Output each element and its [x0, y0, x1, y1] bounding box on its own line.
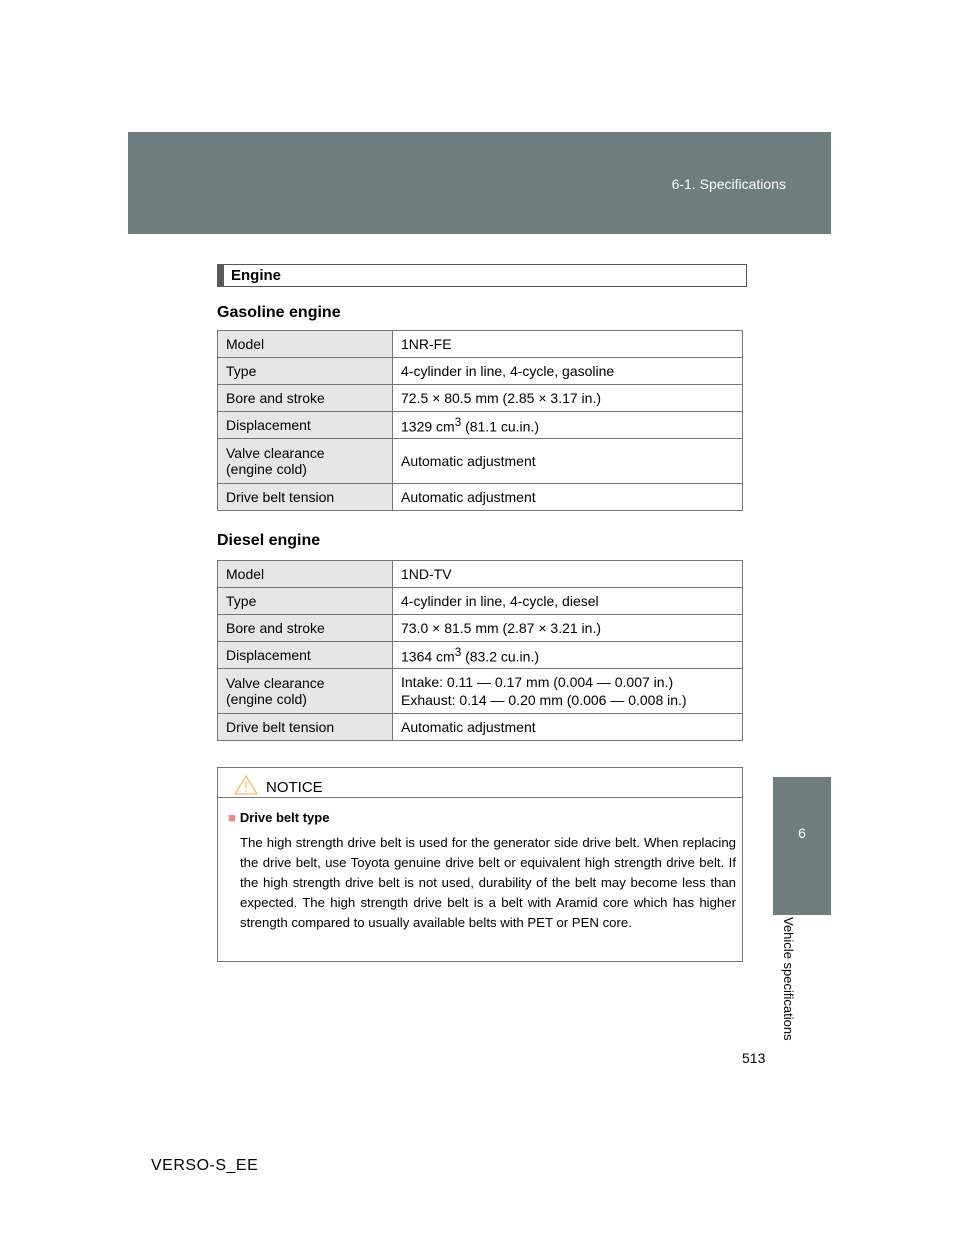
table-row — [218, 642, 743, 669]
table-row — [218, 412, 743, 439]
row-label: Drive belt tension — [218, 714, 393, 741]
value-suffix: (83.2 cu.in.) — [461, 648, 540, 665]
label-line: (engine cold) — [226, 691, 307, 707]
table-row — [218, 358, 743, 385]
row-value: 72.5 × 80.5 mm (2.85 × 3.17 in.) — [393, 385, 743, 412]
value-main: 1364 cm — [401, 648, 455, 665]
row-label: Type — [218, 588, 393, 615]
row-label: Model — [218, 331, 393, 358]
section-title — [217, 264, 747, 287]
row-label: Model — [218, 561, 393, 588]
table-row — [218, 669, 743, 714]
row-label: Type — [218, 358, 393, 385]
row-value — [393, 412, 743, 439]
row-value: 1NR-FE — [393, 331, 743, 358]
notice-body: The high strength drive belt is used for the generator side drive belt. When replacing the drive belt, use Toyota genuine drive belt or equivalent high strength drive belt. If the high strength drive belt is not used, durability of the belt may become less than expected. The high strength drive belt is a belt with Aramid core which has higher strength compared to usually available belts with PET or PEN core. — [240, 835, 736, 930]
notice-subtitle-row — [228, 810, 329, 825]
table-row — [218, 439, 743, 484]
superscript: 3 — [454, 416, 462, 430]
row-value — [393, 669, 743, 714]
row-value — [393, 642, 743, 669]
label-line: Valve clearance — [226, 675, 325, 691]
label-line: Valve clearance — [226, 445, 325, 461]
row-value: 73.0 × 81.5 mm (2.87 × 3.21 in.) — [393, 615, 743, 642]
warning-triangle-icon — [234, 775, 258, 799]
value-main: 1329 cm — [401, 418, 455, 435]
side-tab — [773, 777, 831, 915]
gasoline-heading: Gasoline engine — [217, 304, 341, 321]
row-label: Displacement — [218, 642, 393, 669]
label-line: (engine cold) — [226, 461, 307, 477]
row-label: Displacement — [218, 412, 393, 439]
table-row — [218, 331, 743, 358]
table-row — [218, 484, 743, 511]
notice-title: NOTICE — [266, 778, 323, 796]
row-label — [218, 439, 393, 484]
row-value: 1ND-TV — [393, 561, 743, 588]
page-number: 513 — [742, 1050, 766, 1066]
row-value: Automatic adjustment — [393, 484, 743, 511]
side-tab-label: Vehicle specifications — [781, 917, 796, 1041]
value-line: Exhaust: 0.14 — 0.20 mm (0.006 — 0.008 in.) — [401, 692, 687, 708]
row-label — [218, 669, 393, 714]
square-bullet-icon: ■ — [228, 810, 236, 825]
gasoline-spec-table — [217, 330, 743, 511]
notice-box — [217, 767, 743, 962]
diesel-heading: Diesel engine — [217, 532, 321, 549]
header-band — [128, 132, 831, 234]
row-value: Automatic adjustment — [393, 439, 743, 484]
superscript: 3 — [454, 646, 462, 660]
section-title-text: Engine — [231, 267, 282, 284]
table-row — [218, 714, 743, 741]
row-value: 4-cylinder in line, 4-cycle, diesel — [393, 588, 743, 615]
row-label: Drive belt tension — [218, 484, 393, 511]
value-suffix: (81.1 cu.in.) — [461, 418, 540, 435]
table-row — [218, 561, 743, 588]
row-value: 4-cylinder in line, 4-cycle, gasoline — [393, 358, 743, 385]
row-label: Bore and stroke — [218, 385, 393, 412]
footer-code: VERSO-S_EE — [151, 1157, 259, 1174]
notice-divider — [218, 797, 742, 798]
row-label: Bore and stroke — [218, 615, 393, 642]
table-row — [218, 588, 743, 615]
diesel-spec-table — [217, 560, 743, 741]
row-value: Automatic adjustment — [393, 714, 743, 741]
table-row — [218, 385, 743, 412]
notice-subtitle: Drive belt type — [239, 810, 330, 825]
table-row — [218, 615, 743, 642]
value-line: Intake: 0.11 — 0.17 mm (0.004 — 0.007 in.) — [401, 674, 674, 690]
header-section-title: 6-1. Specifications — [671, 176, 786, 192]
side-tab-number: 6 — [798, 825, 806, 841]
